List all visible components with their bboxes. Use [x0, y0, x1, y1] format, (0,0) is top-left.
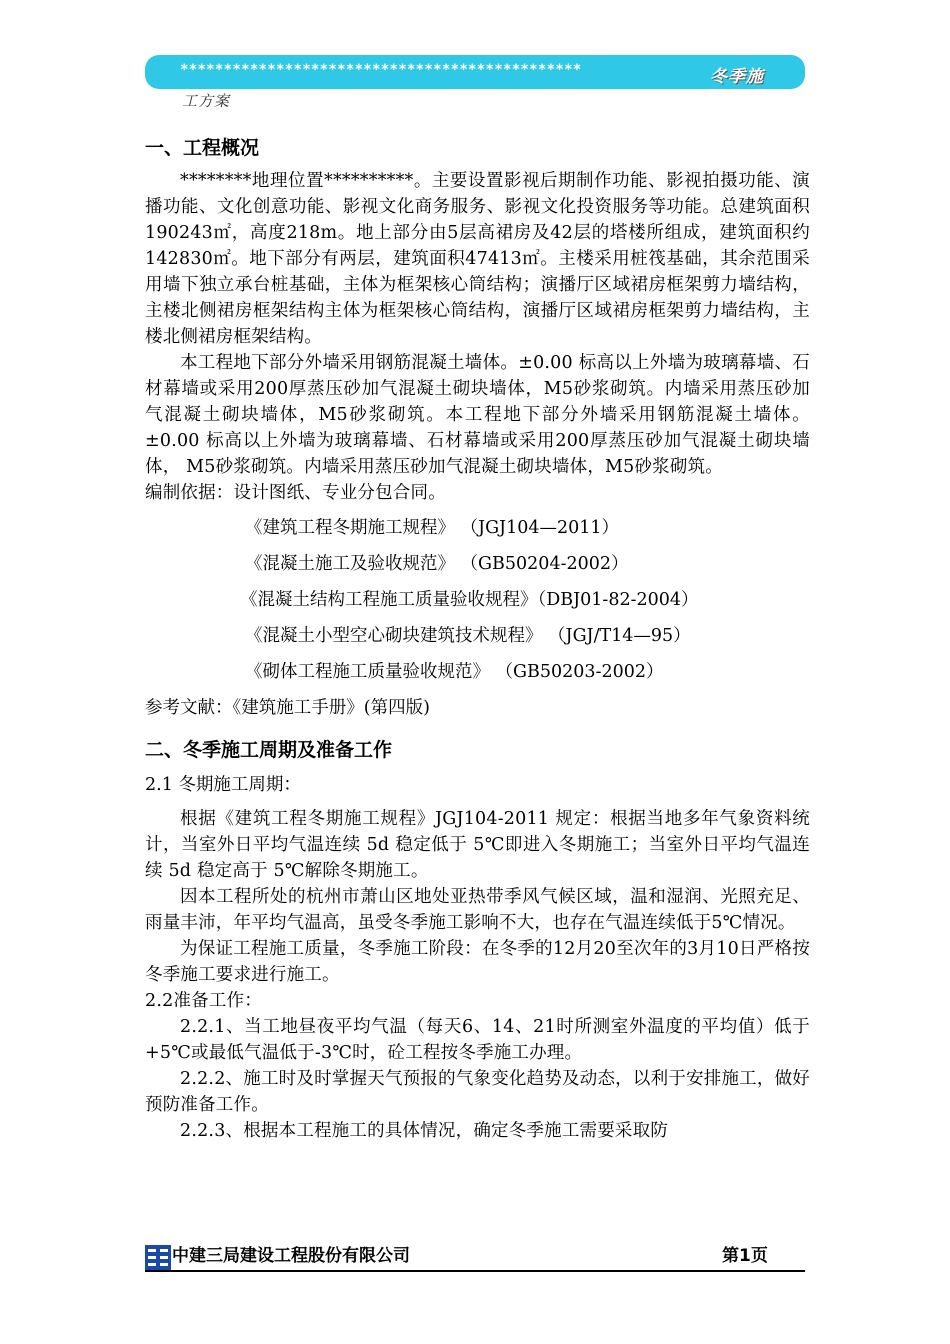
- section-2-paragraph-2: 因本工程所处的杭州市萧山区地处亚热带季风气候区域，温和湿润、光照充足、雨量丰沛，年平均气温高，虽受冬季施工影响不大，也存在气温连续低于5℃情况。: [145, 887, 810, 933]
- section-1-paragraph-2: 本工程地下部分外墙采用钢筋混凝土墙体。±0.00 标高以上外墙为玻璃幕墙、石材幕墙或采用200厚蒸压砂加气混凝土砌块墙体，M5砂浆砌筑。内墙采用蒸压砂加气混凝土砌块墙体，M5砂浆砌筑。本工程地下部分外墙采用钢筋混凝土墙体。±0.00 标高以上外墙为玻璃幕墙、石材幕墙或采用200厚蒸压砂加气混凝土砌块墙体， M5砂浆砌筑。内墙采用蒸压砂加气混凝土砌块墙体，M5砂浆砌筑。: [145, 353, 810, 477]
- section-1-heading: 一、工程概况: [145, 137, 260, 159]
- section-2-paragraph-3: 为保证工程施工质量，冬季施工阶段：在冬季的12月20至次年的3月10日严格按冬季施工要求进行施工。: [145, 939, 810, 985]
- footer-page-number: 第1页: [722, 1246, 768, 1266]
- reference-standard-4: 《混凝土小型空心砌块建筑技术规程》 （JGJ/T14—95）: [245, 626, 691, 646]
- cscec-logo-icon: [145, 1245, 171, 1271]
- reference-standard-5: 《砌体工程施工质量验收规范》 （GB50203-2002）: [245, 662, 664, 682]
- reference-standard-3: 《混凝土结构工程施工质量验收规程》（DBJ01-82-2004）: [240, 590, 699, 610]
- reference-literature: 参考文献：《建筑施工手册》(第四版): [145, 698, 430, 718]
- section-2-paragraph-4: 2.2.1、当工地昼夜平均气温（每天6、14、21时所测室外温度的平均值）低于+5℃或最低气温低于-3℃时，砼工程按冬季施工办理。: [145, 1017, 810, 1063]
- header-title: 冬季施: [710, 67, 764, 87]
- reference-standard-1: 《建筑工程冬期施工规程》 （JGJ104—2011）: [245, 518, 620, 538]
- reference-standard-2: 《混凝土施工及验收规范》 （GB50204-2002）: [245, 554, 629, 574]
- section-2-heading: 二、冬季施工周期及准备工作: [145, 739, 393, 761]
- footer-divider: [145, 1270, 805, 1272]
- header-stars: **********************************************: [180, 62, 582, 78]
- section-2-paragraph-5: 2.2.2、施工时及时掌握天气预报的气象变化趋势及动态，以利于安排施工，做好预防准备工作。: [145, 1069, 810, 1115]
- section-2-paragraph-6: 2.2.3、根据本工程施工的具体情况，确定冬季施工需要采取防: [180, 1121, 669, 1141]
- subsection-2-1: 2.1 冬期施工周期：: [145, 775, 301, 795]
- document-body: [145, 130, 810, 1144]
- subsection-2-2: 2.2准备工作：: [145, 991, 262, 1011]
- section-2-paragraph-1: 根据《建筑工程冬期施工规程》JGJ104-2011 规定：根据当地多年气象资料统计，当室外日平均气温连续 5d 稳定低于 5℃即进入冬期施工；当室外日平均气温连续 5d 稳定高于 5℃解除冬期施工。: [145, 809, 810, 881]
- header-title-continued: 工方案: [182, 92, 231, 110]
- footer-company: 中建三局建设工程股份有限公司: [172, 1246, 410, 1266]
- compilation-basis: 编制依据：设计图纸、专业分包合同。: [145, 483, 446, 503]
- section-1-paragraph-1: ********地理位置**********。主要设置影视后期制作功能、影视拍摄功能、演播功能、文化创意功能、影视文化商务服务、影视文化投资服务等功能。总建筑面积190243㎡，高度218m。地上部分由5层高裙房及42层的塔楼所组成，建筑面积约142830㎡。地下部分有两层，建筑面积47413㎡。主楼采用桩筏基础，其余范围采用墙下独立承台桩基础，主体为框架核心筒结构；演播厅区域裙房框架剪力墙结构，主楼北侧裙房框架结构主体为框架核心筒结构，演播厅区域裙房框架剪力墙结构，主楼北侧裙房框架结构。: [145, 171, 810, 347]
